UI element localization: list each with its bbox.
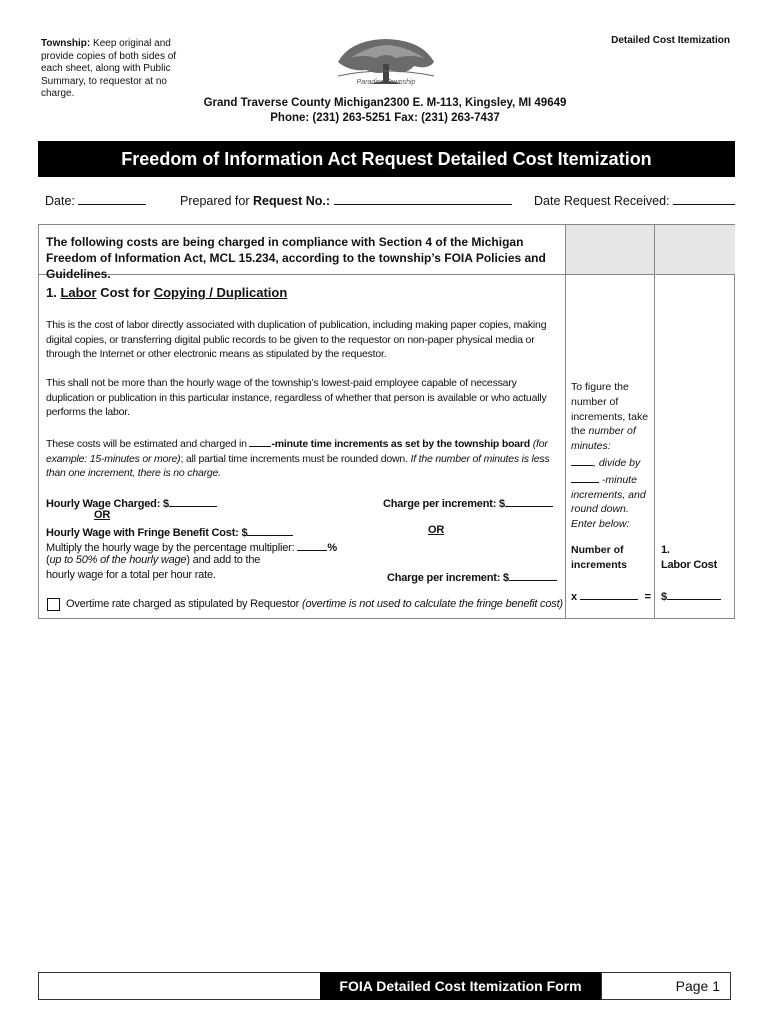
- township-note-text: Keep original and provide copies of both sides of each sheet, along with Public Summary, to requestor at no charge.: [41, 38, 177, 99]
- col-divider-2: [654, 225, 655, 618]
- heading-copying: Copying / Duplication: [153, 285, 288, 300]
- number-of-increments-label: Number of increments: [571, 544, 628, 571]
- heading-cost-for: Cost for: [100, 285, 151, 300]
- labor-cost-blank[interactable]: [667, 588, 721, 600]
- increments-example: (for example: 15-minutes or more): [46, 438, 548, 465]
- prepared-label: Prepared for: [180, 194, 250, 208]
- increments-text-d: ; all partial time increments must be rounded down.: [180, 452, 408, 465]
- multiplier-line: [46, 539, 337, 554]
- instructions-a: To figure the number of increments, take the: [571, 381, 649, 438]
- or-divider-1: OR: [94, 509, 111, 521]
- township-logo: [330, 36, 442, 96]
- phone-line: Phone: (231) 263-5251 Fax: (231) 263-7437: [270, 112, 500, 124]
- charge-increment-field-1[interactable]: [383, 495, 553, 510]
- increments-blank[interactable]: [580, 588, 638, 600]
- logo-text: Paradise Township: [356, 79, 416, 86]
- date-field[interactable]: [45, 193, 146, 208]
- equals-sign: =: [644, 591, 651, 603]
- section-1-heading: [46, 285, 287, 300]
- hourly-wage-blank[interactable]: [169, 495, 217, 507]
- date-label: Date:: [45, 194, 75, 208]
- heading-labor: Labor: [60, 285, 97, 300]
- or-divider-2: OR: [428, 524, 445, 536]
- doc-label: Detailed Cost Itemization: [611, 35, 730, 46]
- date-received-blank[interactable]: [673, 193, 735, 205]
- address-line: Grand Traverse County Michigan2300 E. M-113, Kingsley, MI 49649: [203, 97, 567, 109]
- fringe-wage-field[interactable]: [46, 524, 293, 539]
- multiplier-total: hourly wage for a total per hour rate.: [46, 569, 216, 581]
- paragraph-labor-definition: This is the cost of labor directly associated with duplication of publication, including making paper copies, making digital copies, or transferring digital public records to be given to the requestor on non-paper physical media or through the Internet or other electronic means as stipulated by the requestor.: [46, 319, 547, 360]
- shade-col2: [565, 225, 654, 274]
- increments-entry[interactable]: [571, 588, 651, 603]
- form-title: Freedom of Information Act Request Detailed Cost Itemization: [38, 141, 735, 177]
- intro-text: The following costs are being charged in compliance with Section 4 of the Michigan Freedom of Information Act, MCL 15.234, according to the township’s FOIA Policies and Guidelines.: [46, 235, 546, 281]
- labor-cost-text: Labor Cost: [661, 559, 718, 571]
- multiplier-blank[interactable]: [297, 539, 327, 551]
- increments-text-b: -minute time increments as set by the township board: [271, 438, 531, 450]
- charge-increment-field-2[interactable]: [387, 569, 557, 584]
- increment-minutes-blank[interactable]: [249, 435, 271, 447]
- section-number: 1.: [46, 285, 57, 300]
- instructions-round: -minute increments, and round down. Enter below:: [571, 473, 646, 531]
- charge-increment-label-2: Charge per increment: $: [387, 572, 509, 584]
- charge-increment-blank-2[interactable]: [509, 569, 557, 581]
- paragraph-increments: [46, 435, 558, 481]
- multiplier-note: (up to 50% of the hourly wage) and add to the: [46, 554, 261, 566]
- increments-instructions: [571, 380, 651, 532]
- footer-form-name: FOIA Detailed Cost Itemization Form: [320, 972, 601, 1000]
- footer-left-box: [38, 972, 320, 1000]
- labor-cost-number: 1.: [661, 544, 670, 556]
- labor-cost-label: [661, 543, 717, 573]
- multiplier-text-c: ) and add to the: [186, 554, 261, 566]
- fringe-wage-blank[interactable]: [247, 524, 293, 536]
- shade-col3: [655, 225, 735, 274]
- multiply-sign: x: [571, 591, 577, 603]
- instructions-minutes: number of minutes:: [571, 425, 636, 453]
- dollar-sign: $: [661, 591, 667, 603]
- percent-sign: %: [327, 542, 337, 554]
- overtime-label: [66, 598, 563, 610]
- col-divider-1: [565, 225, 566, 618]
- instructions-divide: , divide by: [593, 456, 641, 469]
- hourly-wage-label: Hourly Wage Charged: $: [46, 498, 169, 510]
- multiplier-limit: up to 50% of the hourly wage: [49, 554, 187, 566]
- request-no-label: Request No.:: [252, 194, 331, 208]
- overtime-checkbox[interactable]: [47, 598, 60, 611]
- overtime-note: (overtime is not used to calculate the fringe benefit cost): [302, 598, 563, 610]
- date-received-label: Date Request Received:: [534, 194, 670, 208]
- fringe-wage-label: Hourly Wage with Fringe Benefit Cost: $: [46, 527, 248, 539]
- increments-text-a: These costs will be estimated and charged in: [46, 438, 247, 450]
- township-note: [41, 38, 181, 101]
- total-minutes-blank[interactable]: [571, 454, 593, 466]
- date-received-field[interactable]: [534, 193, 735, 208]
- township-label: Township:: [41, 38, 91, 49]
- overtime-text: Overtime rate charged as stipulated by Requestor: [66, 598, 300, 610]
- divisor-minutes-blank[interactable]: [571, 471, 599, 483]
- increments-text-e: If the number of minutes is less than one increment, there is no charge.: [46, 452, 550, 479]
- page-number: Page 1: [601, 972, 731, 1000]
- charge-increment-label-1: Charge per increment: $: [383, 498, 505, 510]
- request-no-field[interactable]: [180, 193, 512, 208]
- hourly-wage-field[interactable]: [46, 495, 217, 510]
- multiplier-text: Multiply the hourly wage by the percentage multiplier:: [46, 542, 295, 554]
- paragraph-wage-limit: This shall not be more than the hourly wage of the township’s lowest-paid employee capable of necessary duplication or publication in this particular instance, regardless of whether that person is available or who actually performs the labor.: [46, 377, 547, 418]
- request-no-blank[interactable]: [334, 193, 512, 205]
- labor-cost-field[interactable]: [661, 588, 721, 603]
- charge-increment-blank-1[interactable]: [505, 495, 553, 507]
- date-blank[interactable]: [78, 193, 146, 205]
